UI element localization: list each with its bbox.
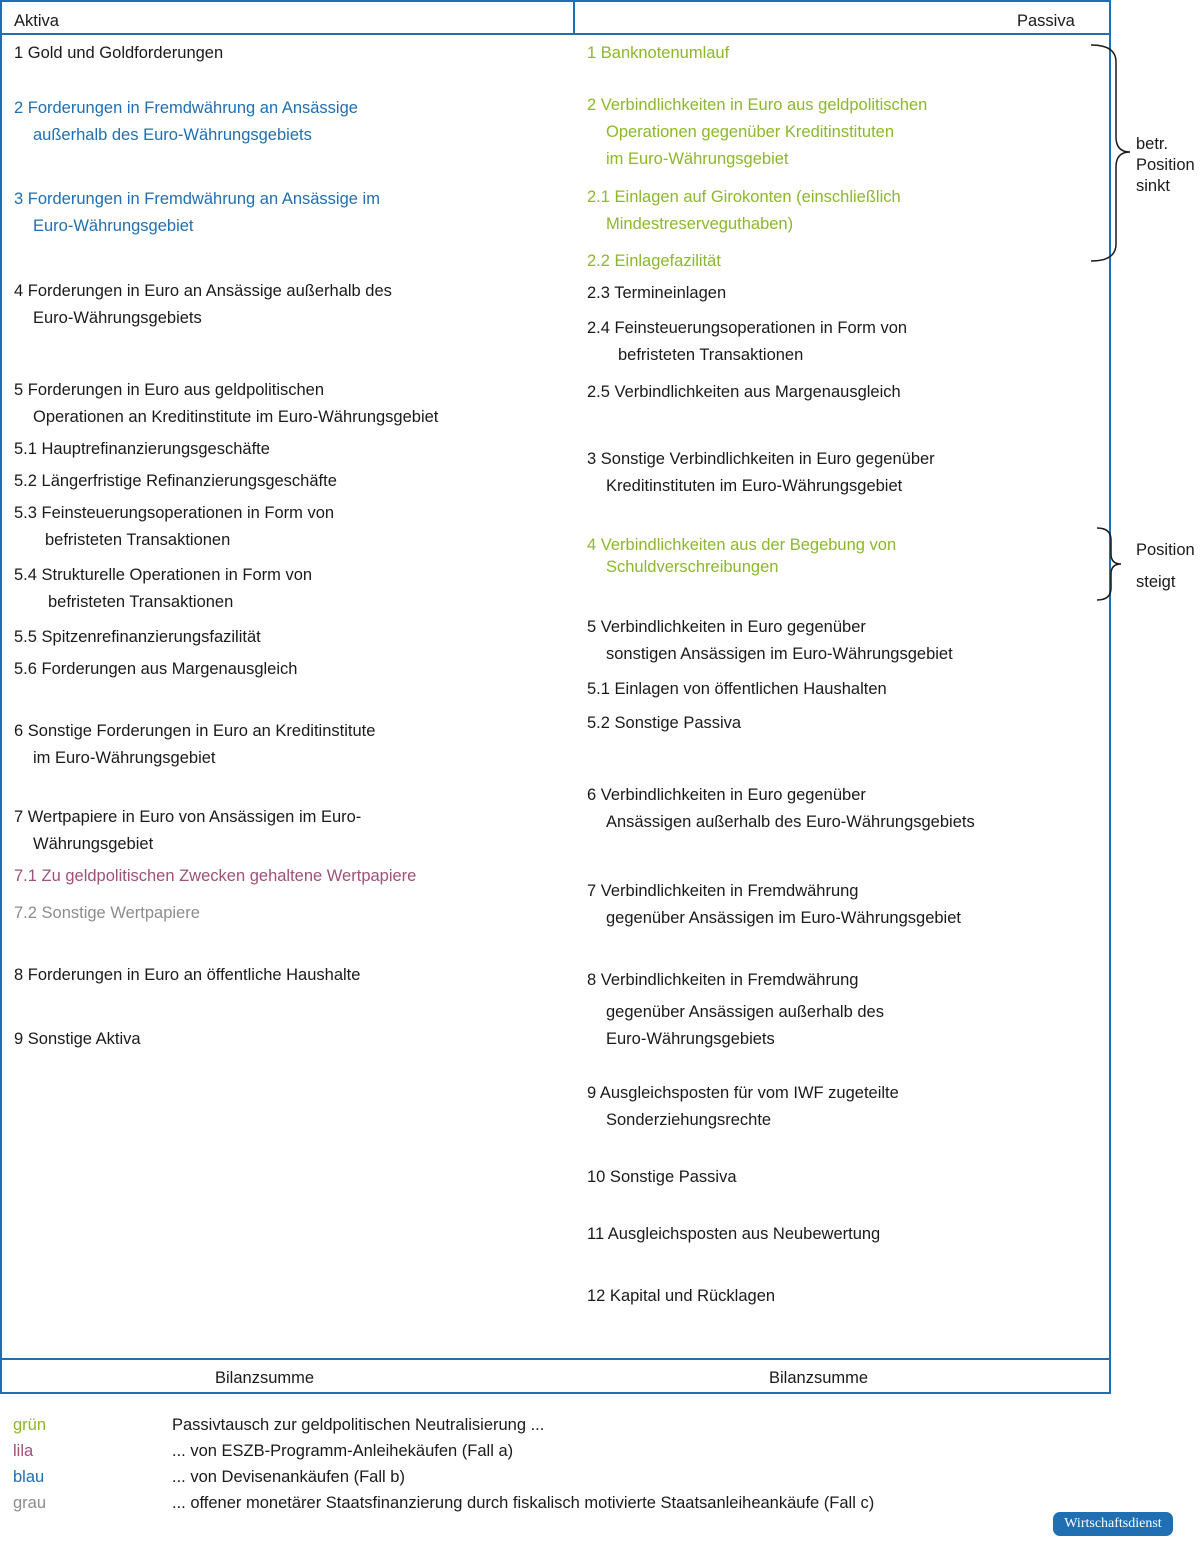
passiva-item-3-line-1: 3 Sonstige Verbindlichkeiten in Euro gegenüber: [587, 450, 935, 468]
passiva-item-5-line-1: 5 Verbindlichkeiten in Euro gegenüber: [587, 618, 866, 636]
passiva-item-9-line-1: 9 Ausgleichsposten für vom IWF zugeteilte: [587, 1084, 899, 1102]
aktiva-item-3-line-2: Euro-Währungsgebiet: [33, 217, 194, 235]
passiva-item-2-line-3: im Euro-Währungsgebiet: [606, 150, 789, 168]
aktiva-item-5-5-text: 5.5 Spitzenrefinanzierungsfazilität: [14, 628, 261, 646]
aktiva-item-3-line-1: 3 Forderungen in Fremdwährung an Ansässige im: [14, 190, 380, 208]
aktiva-item-7-2: [14, 900, 200, 927]
passiva-item-9: [587, 1080, 899, 1134]
aktiva-item-5-4-line-1: 5.4 Strukturelle Operationen in Form von: [14, 566, 313, 584]
aktiva-item-5-line-2: Operationen an Kreditinstitute im Euro-Währungsgebiet: [33, 408, 439, 426]
aktiva-item-5-1: [14, 436, 270, 463]
passiva-item-8-line-1: 8 Verbindlichkeiten in Fremdwährung: [587, 971, 859, 989]
passiva-item-2-1-line-2: Mindestreserveguthaben): [606, 215, 794, 233]
annotation-sinkt-line-3: sinkt: [1136, 177, 1170, 195]
aktiva-item-7-1-text: 7.1 Zu geldpolitischen Zwecken gehaltene Wertpapiere: [14, 867, 417, 885]
passiva-item-10-text: 10 Sonstige Passiva: [587, 1168, 737, 1186]
passiva-item-8: [587, 967, 884, 1053]
passiva-item-5: [587, 614, 953, 668]
aktiva-item-6-line-2: im Euro-Währungsgebiet: [33, 749, 216, 767]
annotation-sinkt: [1136, 134, 1195, 197]
aktiva-item-9-text: 9 Sonstige Aktiva: [14, 1030, 141, 1048]
aktiva-item-2: [14, 95, 358, 149]
passiva-item-3-line-2: Kreditinstituten im Euro-Währungsgebiet: [606, 477, 903, 495]
aktiva-item-2-line-1: 2 Forderungen in Fremdwährung an Ansässige: [14, 99, 358, 117]
annotation-steigt-line-1: Position: [1136, 541, 1195, 559]
passiva-item-4-line-1: 4 Verbindlichkeiten aus der Begebung von: [587, 536, 897, 554]
aktiva-item-7-1: [14, 863, 416, 890]
passiva-item-9-line-2: Sonderziehungsrechte: [606, 1111, 772, 1129]
legend-key-gruen: grün: [13, 1416, 47, 1434]
passiva-item-2-4-line-1: 2.4 Feinsteuerungsoperationen in Form von: [587, 319, 908, 337]
aktiva-item-5: [14, 377, 438, 431]
passiva-item-4-line-2: Schuldverschreibungen: [606, 558, 779, 576]
brace-sinkt-icon: [1088, 42, 1138, 264]
bilanzsumme-passiva: Bilanzsumme: [769, 1369, 869, 1387]
aktiva-item-7-line-1: 7 Wertpapiere in Euro von Ansässigen im Euro-: [14, 808, 362, 826]
aktiva-item-5-3-line-2: befristeten Transaktionen: [45, 531, 231, 549]
aktiva-item-5-line-1: 5 Forderungen in Euro aus geldpolitischen: [14, 381, 325, 399]
header-column-divider: [573, 0, 575, 35]
annotation-sinkt-line-1: betr.: [1136, 135, 1169, 153]
aktiva-item-6: [14, 718, 375, 772]
aktiva-item-5-2-text: 5.2 Längerfristige Refinanzierungsgeschäfte: [14, 472, 337, 490]
passiva-item-2-1-line-1: 2.1 Einlagen auf Girokonten (einschließlich: [587, 188, 901, 206]
aktiva-item-6-line-1: 6 Sonstige Forderungen in Euro an Kreditinstitute: [14, 722, 376, 740]
aktiva-item-5-6-text: 5.6 Forderungen aus Margenausgleich: [14, 660, 298, 678]
passiva-item-2-3: [587, 280, 726, 307]
passiva-item-5-2-text: 5.2 Sonstige Passiva: [587, 714, 742, 732]
brace-steigt-icon: [1095, 526, 1135, 602]
legend-key-blau: blau: [13, 1468, 45, 1486]
aktiva-item-5-3: [14, 500, 334, 554]
aktiva-item-5-4-line-2: befristeten Transaktionen: [48, 593, 234, 611]
passiva-item-1: [587, 40, 729, 67]
legend-text-gruen: Passivtausch zur geldpolitischen Neutralisierung ...: [172, 1416, 545, 1434]
passiva-item-8-line-2: gegenüber Ansässigen außerhalb des: [606, 1003, 884, 1021]
passiva-item-2-line-2: Operationen gegenüber Kreditinstituten: [606, 123, 895, 141]
passiva-item-2-5-text: 2.5 Verbindlichkeiten aus Margenausgleich: [587, 383, 901, 401]
wirtschaftsdienst-logo: Wirtschaftsdienst: [1053, 1512, 1173, 1536]
passiva-item-12-text: 12 Kapital und Rücklagen: [587, 1287, 776, 1305]
passiva-item-2-3-text: 2.3 Termineinlagen: [587, 284, 727, 302]
aktiva-item-5-5: [14, 624, 261, 651]
legend-key-grau: grau: [13, 1494, 47, 1512]
passiva-item-6: [587, 782, 975, 836]
legend-text-blau: ... von Devisenankäufen (Fall b): [172, 1468, 405, 1486]
passiva-item-7-line-1: 7 Verbindlichkeiten in Fremdwährung: [587, 882, 859, 900]
passiva-item-8-line-3: Euro-Währungsgebiets: [606, 1030, 775, 1048]
passiva-item-6-line-1: 6 Verbindlichkeiten in Euro gegenüber: [587, 786, 866, 804]
passiva-item-7: [587, 878, 961, 932]
aktiva-item-3: [14, 186, 380, 240]
aktiva-item-7: [14, 804, 361, 858]
passiva-item-11: [587, 1221, 880, 1248]
aktiva-item-5-3-line-1: 5.3 Feinsteuerungsoperationen in Form von: [14, 504, 335, 522]
legend-text-lila: ... von ESZB-Programm-Anleihekäufen (Fall a): [172, 1442, 514, 1460]
legend-key-lila: lila: [13, 1442, 34, 1460]
legend-text-grau: ... offener monetärer Staatsfinanzierung durch fiskalisch motivierte Staatsanleiheankäufe (Fall c): [172, 1494, 875, 1512]
aktiva-item-5-1-text: 5.1 Hauptrefinanzierungsgeschäfte: [14, 440, 270, 458]
annotation-steigt-line-2: steigt: [1136, 573, 1176, 591]
annotation-steigt: [1136, 534, 1195, 598]
passiva-item-11-text: 11 Ausgleichsposten aus Neubewertung: [587, 1225, 881, 1243]
aktiva-item-1: [14, 40, 223, 67]
aktiva-item-2-line-2: außerhalb des Euro-Währungsgebiets: [33, 126, 312, 144]
footer-divider: [0, 1358, 1111, 1360]
passiva-item-5-1: [587, 676, 887, 703]
passiva-item-10: [587, 1164, 737, 1191]
passiva-item-5-line-2: sonstigen Ansässigen im Euro-Währungsgebiet: [606, 645, 953, 663]
header-divider: [0, 33, 1111, 35]
passiva-item-4: [587, 534, 896, 578]
annotation-sinkt-line-2: Position: [1136, 156, 1195, 174]
passiva-item-2-4-line-2: befristeten Transaktionen: [618, 346, 804, 364]
passiva-item-2-line-1: 2 Verbindlichkeiten in Euro aus geldpolitischen: [587, 96, 928, 114]
passiva-header: Passiva: [1017, 12, 1075, 30]
passiva-item-5-1-text: 5.1 Einlagen von öffentlichen Haushalten: [587, 680, 887, 698]
aktiva-item-7-line-2: Währungsgebiet: [33, 835, 154, 853]
bilanzsumme-aktiva: Bilanzsumme: [215, 1369, 315, 1387]
passiva-item-1-text: 1 Banknotenumlauf: [587, 44, 730, 62]
passiva-item-2-5: [587, 379, 901, 406]
aktiva-item-4-line-1: 4 Forderungen in Euro an Ansässige außerhalb des: [14, 282, 392, 300]
passiva-item-2-1: [587, 184, 901, 238]
passiva-item-2-2-text: 2.2 Einlagefazilität: [587, 252, 721, 270]
aktiva-item-8-text: 8 Forderungen in Euro an öffentliche Haushalte: [14, 966, 361, 984]
passiva-item-5-2: [587, 710, 741, 737]
passiva-item-7-line-2: gegenüber Ansässigen im Euro-Währungsgebiet: [606, 909, 961, 927]
aktiva-item-7-2-text: 7.2 Sonstige Wertpapiere: [14, 904, 200, 922]
aktiva-item-8: [14, 962, 360, 989]
aktiva-item-4-line-2: Euro-Währungsgebiets: [33, 309, 202, 327]
passiva-item-2: [587, 92, 927, 173]
aktiva-item-9: [14, 1026, 141, 1053]
aktiva-item-4: [14, 278, 392, 332]
aktiva-item-5-6: [14, 656, 297, 683]
passiva-item-3: [587, 446, 935, 500]
passiva-item-12: [587, 1283, 775, 1310]
aktiva-item-5-4: [14, 562, 312, 616]
passiva-item-2-2: [587, 248, 721, 275]
passiva-item-6-line-2: Ansässigen außerhalb des Euro-Währungsgebiets: [606, 813, 975, 831]
aktiva-item-1-text: 1 Gold und Goldforderungen: [14, 44, 224, 62]
aktiva-header: Aktiva: [14, 12, 59, 30]
passiva-item-2-4: [587, 315, 907, 369]
aktiva-item-5-2: [14, 468, 337, 495]
